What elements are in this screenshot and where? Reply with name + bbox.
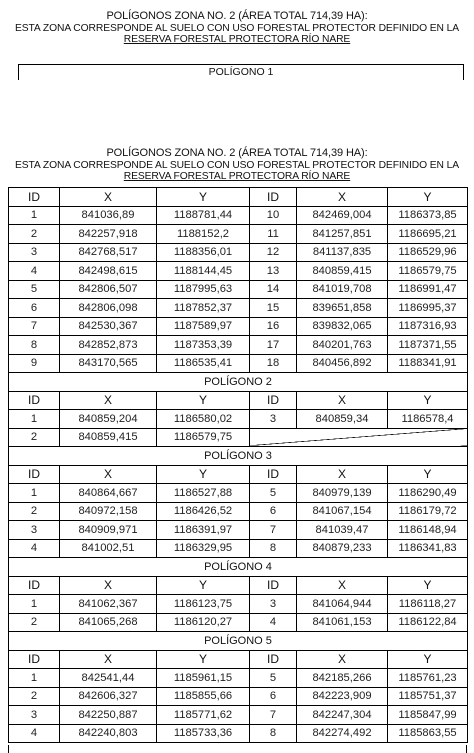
table-row	[9, 428, 468, 447]
cell-id-right: 11	[250, 225, 297, 244]
cell-id-left: 1	[9, 410, 60, 429]
cell-id-right: 13	[250, 262, 297, 281]
polygon-title-row	[9, 447, 468, 466]
column-header-id-right: ID	[250, 188, 297, 207]
top-header-description: ESTA ZONA CORRESPONDE AL SUELO CON USO FORESTAL PROTECTOR DEFINIDO EN LA	[14, 22, 460, 34]
cell-y-right: 1186578,4	[388, 410, 468, 429]
table-row	[9, 225, 468, 244]
column-header-id-right: ID	[250, 576, 297, 595]
cell-x-right: 842274,492	[297, 724, 388, 743]
cell-id-right: 18	[250, 354, 297, 373]
cell-y-left: 1187852,37	[157, 299, 250, 318]
table-row	[9, 706, 468, 725]
cell-id-right: 7	[250, 521, 297, 540]
cell-x-left: 841065,268	[60, 613, 157, 632]
cell-x-left: 842250,887	[60, 706, 157, 725]
main-header-description: ESTA ZONA CORRESPONDE AL SUELO CON USO FORESTAL PROTECTOR DEFINIDO EN LA	[14, 159, 460, 171]
cell-id-left: 4	[9, 539, 60, 558]
cell-y-right: 1186122,84	[388, 613, 468, 632]
cell-x-right: 841137,835	[297, 243, 388, 262]
cell-x-left: 840909,971	[60, 521, 157, 540]
cell-x-left: 841002,51	[60, 539, 157, 558]
cell-id-left: 2	[9, 613, 60, 632]
cell-id-right: 8	[250, 724, 297, 743]
cell-id-right: 3	[250, 595, 297, 614]
cell-x-right: 841019,708	[297, 280, 388, 299]
cell-x-left: 840864,667	[60, 484, 157, 503]
coordinates-table	[8, 187, 468, 743]
table-row	[9, 595, 468, 614]
cell-id-left: 3	[9, 521, 60, 540]
cell-id-left: 1	[9, 206, 60, 225]
polygon-title-row	[9, 558, 468, 577]
table-row	[9, 243, 468, 262]
cell-x-right: 841064,944	[297, 595, 388, 614]
top-polygon-label: POLÍGONO 1	[18, 64, 464, 80]
cell-x-right: 841257,851	[297, 225, 388, 244]
cell-x-left: 842806,507	[60, 280, 157, 299]
cell-x-right: 840456,892	[297, 354, 388, 373]
column-header-y-left: Y	[157, 650, 250, 669]
cell-y-left: 1186426,52	[157, 502, 250, 521]
table-row	[9, 613, 468, 632]
cell-id-right: 14	[250, 280, 297, 299]
table-row	[9, 502, 468, 521]
cell-x-right: 840979,139	[297, 484, 388, 503]
cell-x-left: 842257,918	[60, 225, 157, 244]
column-header-row	[9, 188, 468, 207]
cell-x-left: 841036,89	[60, 206, 157, 225]
cell-id-right: 15	[250, 299, 297, 318]
cell-x-left: 840859,204	[60, 410, 157, 429]
cell-y-left: 1187995,63	[157, 280, 250, 299]
cell-id-left: 1	[9, 484, 60, 503]
cell-y-left: 1186329,95	[157, 539, 250, 558]
table-row	[9, 262, 468, 281]
cell-y-right: 1186341,83	[388, 539, 468, 558]
cell-id-right: 6	[250, 687, 297, 706]
polygon-title: POLÍGONO 3	[9, 447, 468, 466]
column-header-x-left: X	[60, 188, 157, 207]
column-header-id-left: ID	[9, 576, 60, 595]
top-header-title: POLÍGONOS ZONA NO. 2 (ÁREA TOTAL 714,39 HA):	[106, 10, 368, 22]
empty-cell-strikeout	[250, 428, 468, 447]
column-header-id-right: ID	[250, 391, 297, 410]
cell-y-right: 1186148,94	[388, 521, 468, 540]
cell-x-right: 840879,233	[297, 539, 388, 558]
polygon-title: POLÍGONO 2	[9, 373, 468, 392]
column-header-y-left: Y	[157, 391, 250, 410]
cell-id-left: 4	[9, 262, 60, 281]
cell-id-right: 10	[250, 206, 297, 225]
cell-y-left: 1188144,45	[157, 262, 250, 281]
cell-y-left: 1186391,97	[157, 521, 250, 540]
column-header-id-left: ID	[9, 391, 60, 410]
cell-x-left: 842530,367	[60, 317, 157, 336]
cell-y-left: 1186579,75	[157, 428, 250, 447]
column-header-row	[9, 650, 468, 669]
cell-id-left: 2	[9, 225, 60, 244]
cell-y-right: 1188341,91	[388, 354, 468, 373]
column-header-x-right: X	[297, 465, 388, 484]
column-header-x-left: X	[60, 650, 157, 669]
column-header-id-right: ID	[250, 650, 297, 669]
cell-x-left: 842852,873	[60, 336, 157, 355]
cell-x-right: 840201,763	[297, 336, 388, 355]
cell-y-right: 1186579,75	[388, 262, 468, 281]
table-row	[9, 539, 468, 558]
table-row	[9, 669, 468, 688]
cell-y-left: 1188152,2	[157, 225, 250, 244]
cell-y-left: 1186535,41	[157, 354, 250, 373]
main-header-title: POLÍGONOS ZONA NO. 2 (ÁREA TOTAL 714,39 HA):	[106, 147, 368, 159]
cell-y-right: 1186179,72	[388, 502, 468, 521]
column-header-id-left: ID	[9, 188, 60, 207]
cell-id-left: 2	[9, 502, 60, 521]
cell-x-right: 841067,154	[297, 502, 388, 521]
column-header-row	[9, 391, 468, 410]
table-row	[9, 280, 468, 299]
cell-id-left: 3	[9, 243, 60, 262]
polygon-title: POLÍGONO 4	[9, 558, 468, 577]
column-header-x-right: X	[297, 391, 388, 410]
cell-y-left: 1185961,15	[157, 669, 250, 688]
polygon-title-row	[9, 632, 468, 651]
polygon-title-row	[9, 373, 468, 392]
cell-id-left: 3	[9, 706, 60, 725]
cell-id-right: 4	[250, 613, 297, 632]
cell-id-left: 9	[9, 354, 60, 373]
table-row	[9, 484, 468, 503]
cell-x-left: 842498,615	[60, 262, 157, 281]
column-header-y-left: Y	[157, 188, 250, 207]
cell-id-right: 17	[250, 336, 297, 355]
cell-x-right: 842469,004	[297, 206, 388, 225]
cell-x-left: 840972,158	[60, 502, 157, 521]
cell-id-left: 5	[9, 280, 60, 299]
table-row	[9, 687, 468, 706]
cell-id-left: 2	[9, 687, 60, 706]
column-header-x-right: X	[297, 650, 388, 669]
cell-id-left: 1	[9, 595, 60, 614]
cell-y-left: 1185733,36	[157, 724, 250, 743]
cell-y-right: 1186695,21	[388, 225, 468, 244]
cell-id-right: 7	[250, 706, 297, 725]
main-header	[0, 148, 474, 183]
table-row	[9, 206, 468, 225]
column-header-y-left: Y	[157, 576, 250, 595]
cell-id-right: 12	[250, 243, 297, 262]
cell-id-left: 2	[9, 428, 60, 447]
cell-y-left: 1185855,66	[157, 687, 250, 706]
cell-y-right: 1185863,55	[388, 724, 468, 743]
top-header-reserve-name: RESERVA FORESTAL PROTECTORA RÍO NARE	[123, 34, 351, 45]
table-row	[9, 410, 468, 429]
column-header-row	[9, 465, 468, 484]
cell-y-right: 1186529,96	[388, 243, 468, 262]
cell-y-left: 1185771,62	[157, 706, 250, 725]
cell-y-left: 1188781,44	[157, 206, 250, 225]
column-header-y-right: Y	[388, 391, 468, 410]
table-row	[9, 336, 468, 355]
cell-y-right: 1187316,93	[388, 317, 468, 336]
cell-id-left: 1	[9, 669, 60, 688]
cell-y-right: 1186991,47	[388, 280, 468, 299]
polygon-title: POLÍGONO 5	[9, 632, 468, 651]
table-row	[9, 724, 468, 743]
cell-id-left: 7	[9, 317, 60, 336]
cell-y-right: 1186290,49	[388, 484, 468, 503]
column-header-id-left: ID	[9, 465, 60, 484]
cell-x-right: 842185,266	[297, 669, 388, 688]
cell-x-right: 842247,304	[297, 706, 388, 725]
cell-x-left: 840859,415	[60, 428, 157, 447]
column-header-x-left: X	[60, 465, 157, 484]
main-header-reserve-name: RESERVA FORESTAL PROTECTORA RÍO NARE	[123, 171, 351, 182]
top-header	[0, 11, 474, 46]
column-header-y-left: Y	[157, 465, 250, 484]
cell-y-left: 1186120,27	[157, 613, 250, 632]
cell-y-right: 1187371,55	[388, 336, 468, 355]
cell-id-right: 5	[250, 484, 297, 503]
cell-x-left: 841062,367	[60, 595, 157, 614]
cell-x-left: 843170,565	[60, 354, 157, 373]
cell-y-left: 1187353,39	[157, 336, 250, 355]
cell-x-left: 842806,098	[60, 299, 157, 318]
cell-y-right: 1186118,27	[388, 595, 468, 614]
cell-x-left: 842768,517	[60, 243, 157, 262]
cell-y-left: 1186580,02	[157, 410, 250, 429]
cell-x-left: 842606,327	[60, 687, 157, 706]
table-row	[9, 299, 468, 318]
cell-x-right: 840859,415	[297, 262, 388, 281]
cell-id-left: 4	[9, 724, 60, 743]
table-row	[9, 521, 468, 540]
cell-y-left: 1188356,01	[157, 243, 250, 262]
cell-x-right: 839651,858	[297, 299, 388, 318]
cell-id-left: 8	[9, 336, 60, 355]
table-row	[9, 354, 468, 373]
cell-x-right: 840859,34	[297, 410, 388, 429]
table-row	[9, 317, 468, 336]
cell-y-left: 1186527,88	[157, 484, 250, 503]
cell-y-left: 1186123,75	[157, 595, 250, 614]
cell-y-left: 1187589,97	[157, 317, 250, 336]
column-header-x-right: X	[297, 188, 388, 207]
cell-id-right: 6	[250, 502, 297, 521]
cell-x-right: 841061,153	[297, 613, 388, 632]
cell-y-right: 1185847,99	[388, 706, 468, 725]
cell-x-left: 842541,44	[60, 669, 157, 688]
cell-id-right: 8	[250, 539, 297, 558]
column-header-y-right: Y	[388, 650, 468, 669]
column-header-y-right: Y	[388, 576, 468, 595]
column-header-x-left: X	[60, 576, 157, 595]
column-header-x-left: X	[60, 391, 157, 410]
cell-x-right: 841039,47	[297, 521, 388, 540]
column-header-row	[9, 576, 468, 595]
column-header-id-right: ID	[250, 465, 297, 484]
column-header-x-right: X	[297, 576, 388, 595]
next-polygon-cutoff	[8, 745, 467, 753]
cell-y-right: 1186995,37	[388, 299, 468, 318]
column-header-id-left: ID	[9, 650, 60, 669]
cell-id-right: 3	[250, 410, 297, 429]
cell-x-right: 842223,909	[297, 687, 388, 706]
column-header-y-right: Y	[388, 465, 468, 484]
column-header-y-right: Y	[388, 188, 468, 207]
cell-id-right: 5	[250, 669, 297, 688]
cell-y-right: 1186373,85	[388, 206, 468, 225]
cell-x-right: 839832,065	[297, 317, 388, 336]
cell-y-right: 1185761,23	[388, 669, 468, 688]
cell-id-left: 6	[9, 299, 60, 318]
cell-y-right: 1185751,37	[388, 687, 468, 706]
cell-x-left: 842240,803	[60, 724, 157, 743]
cell-id-right: 16	[250, 317, 297, 336]
